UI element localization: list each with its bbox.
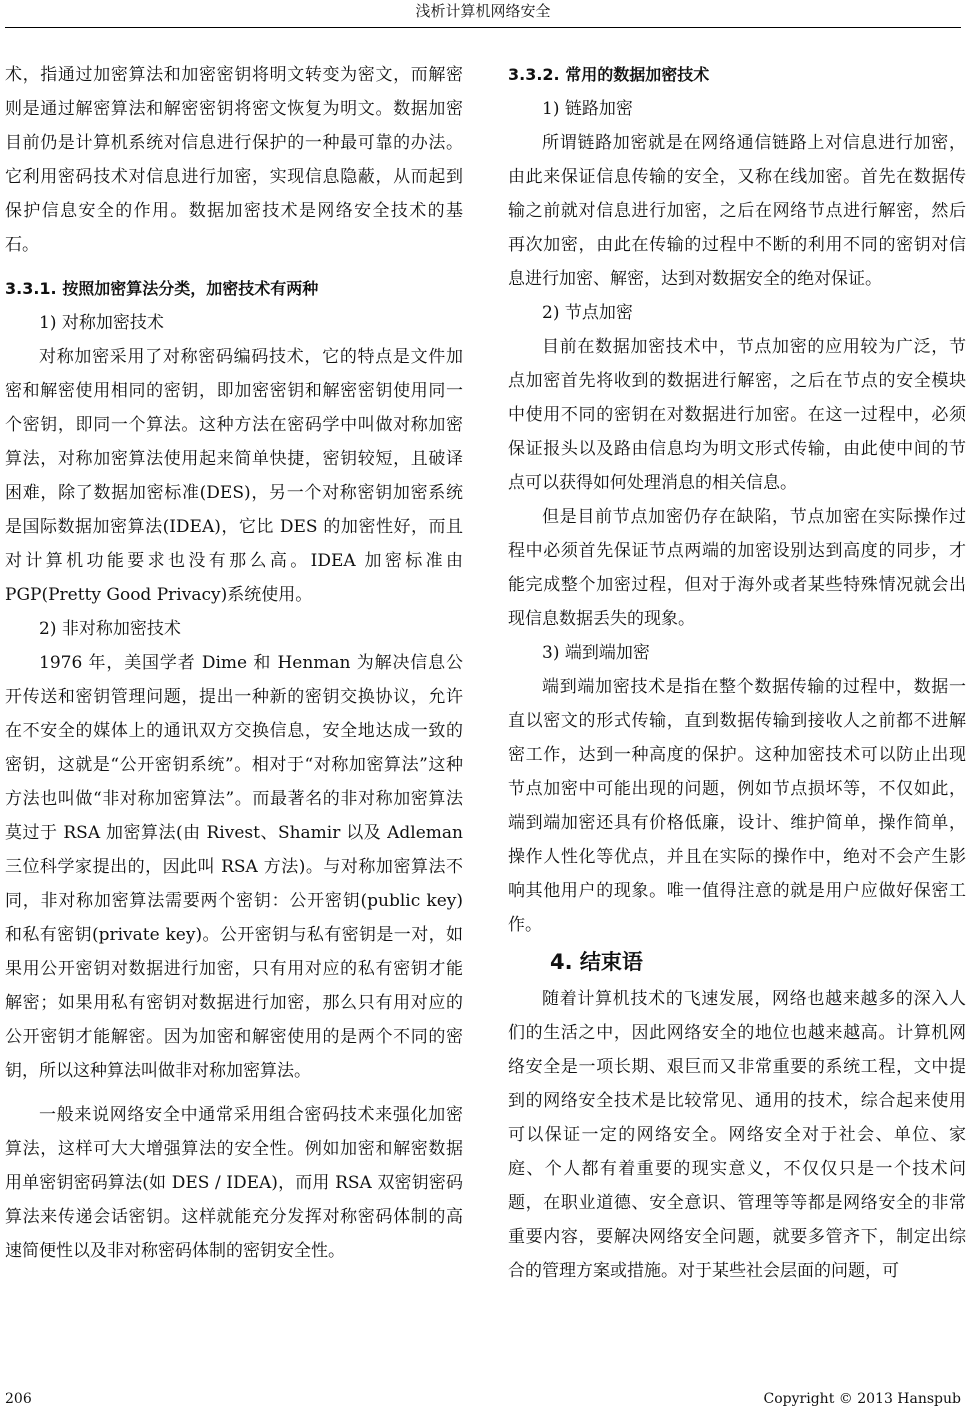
section-heading-3-3-1: 3.3.1. 按照加密算法分类，加密技术有两种	[5, 279, 319, 298]
paragraph-node-encryption-2: 但是目前节点加密仍存在缺陷，节点加密在实际操作过程中必须首先保证节点两端的加密设别达到高度的同步，才能完成整个加密过程，但对于海外或者某些特殊情况就会出现信息数据丢失的现象。	[508, 507, 966, 629]
running-header-title: 浅析计算机网络安全	[415, 2, 551, 20]
list-item-asymmetric: 2) 非对称加密技术	[39, 619, 181, 639]
list-item-link-encryption: 1) 链路加密	[542, 99, 633, 119]
left-column	[5, 58, 463, 1268]
paragraph-link-encryption: 所谓链路加密就是在网络通信链路上对信息进行加密，由此来保证信息传输的安全，又称在线加密。首先在数据传输之前就对信息进行加密，之后在网络节点进行解密，然后再次加密，由此在传输的过程中不断的利用不同的密钥对信息进行加密、解密，达到对数据安全的绝对保证。	[508, 133, 966, 289]
paragraph-end-to-end: 端到端加密技术是指在整个数据传输的过程中，数据一直以密文的形式传输，直到数据传输到接收人之前都不进解密工作，达到一种高度的保护。这种加密技术可以防止出现节点加密中可能出现的问题，例如节点损坏等，不仅如此，端到端加密还具有价格低廉，设计、维护简单，操作简单，操作人性化等优点，并且在实际的操作中，绝对不会产生影响其他用户的现象。唯一值得注意的就是用户应做好保密工作。	[508, 677, 966, 935]
page-number: 206	[5, 1391, 32, 1407]
chapter-heading-conclusion: 4. 结束语	[550, 950, 643, 974]
paragraph-symmetric: 对称加密采用了对称密码编码技术，它的特点是文件加密和解密使用相同的密钥，即加密密钥和解密密钥使用同一个密钥，即同一个算法。这种方法在密码学中叫做对称加密算法，对称加密算法使用起来简单快捷，密钥较短，且破译困难，除了数据加密标准(DES)，另一个对称密钥加密系统是国际数据加密算法(IDEA)，它比 DES 的加密性好，而且对计算机功能要求也没有那么高。IDEA 加密标准由 PGP(Pretty Good Privacy)系统使用。	[5, 347, 463, 605]
page-footer	[5, 1388, 961, 1410]
running-header	[0, 0, 966, 30]
list-item-symmetric: 1) 对称加密技术	[39, 313, 164, 333]
list-item-end-to-end: 3) 端到端加密	[542, 643, 650, 663]
list-item-node-encryption: 2) 节点加密	[542, 303, 633, 323]
section-heading-3-3-2: 3.3.2. 常用的数据加密技术	[508, 65, 710, 84]
header-rule	[5, 27, 961, 28]
continued-paragraph: 术，指通过加密算法和加密密钥将明文转变为密文，而解密则是通过解密算法和解密密钥将密文恢复为明文。数据加密目前仍是计算机系统对信息进行保护的一种最可靠的办法。它利用密码技术对信息进行加密，实现信息隐蔽，从而起到保护信息安全的作用。数据加密技术是网络安全技术的基石。	[5, 65, 463, 255]
paragraph-conclusion: 随着计算机技术的飞速发展，网络也越来越多的深入人们的生活之中，因此网络安全的地位也越来越高。计算机网络安全是一项长期、艰巨而又非常重要的系统工程，文中提到的网络安全技术是比较常见、通用的技术，综合起来使用可以保证一定的网络安全。网络安全对于社会、单位、家庭、个人都有着重要的现实意义，不仅仅只是一个技术问题，在职业道德、安全意识、管理等等都是网络安全的非常重要内容，要解决网络安全问题，就要多管齐下，制定出综合的管理方案或措施。对于某些社会层面的问题，可	[508, 989, 966, 1281]
right-column	[508, 58, 966, 1288]
paragraph-node-encryption-1: 目前在数据加密技术中，节点加密的应用较为广泛，节点加密首先将收到的数据进行解密，之后在节点的安全模块中使用不同的密钥在对数据进行加密。在这一过程中，必须保证报头以及路由信息均为明文形式传输，由此使中间的节点可以获得如何处理消息的相关信息。	[508, 337, 966, 493]
paragraph-combination: 一般来说网络安全中通常采用组合密码技术来强化加密算法，这样可大大增强算法的安全性。例如加密和解密数据用单密钥密码算法(如 DES / IDEA)，而用 RSA 双密钥密码算法来传递会话密钥。这样就能充分发挥对称密码体制的高速简便性以及非对称密码体制的密钥安全性。	[5, 1105, 463, 1261]
copyright-notice: Copyright © 2013 Hanspub	[763, 1391, 961, 1407]
paragraph-asymmetric: 1976 年，美国学者 Dime 和 Henman 为解决信息公开传送和密钥管理问题，提出一种新的密钥交换协议，允许在不安全的媒体上的通讯双方交换信息，安全地达成一致的密钥，这就是“公开密钥系统”。相对于“对称加密算法”这种方法也叫做“非对称加密算法”。而最著名的非对称加密算法莫过于 RSA 加密算法(由 Rivest、Shamir 以及 Adleman 三位科学家提出的，因此叫 RSA 方法)。与对称加密算法不同，非对称加密算法需要两个密钥：公开密钥(public key)和私有密钥(private key)。公开密钥与私有密钥是一对，如果用公开密钥对数据进行加密，只有用对应的私有密钥才能解密；如果用私有密钥对数据进行加密，那么只有用对应的公开密钥才能解密。因为加密和解密使用的是两个不同的密钥，所以这种算法叫做非对称加密算法。	[5, 653, 463, 1081]
